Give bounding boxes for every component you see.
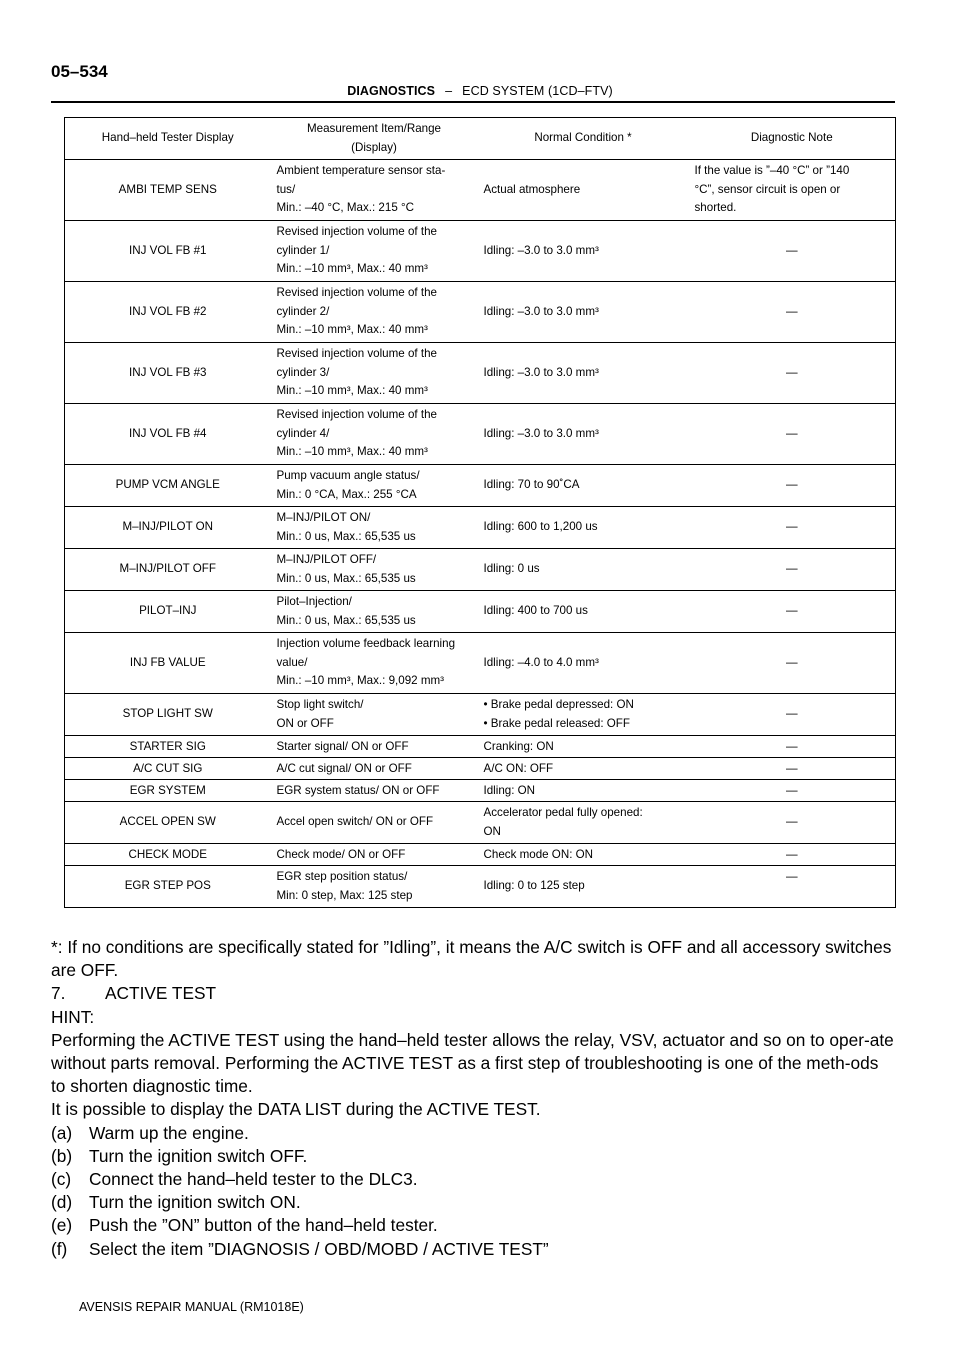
- table-body: [65, 160, 896, 908]
- cell-note: [689, 549, 896, 591]
- cell-item-line: Revised injection volume of the: [276, 347, 437, 361]
- cell-display: EGR STEP POS: [65, 866, 271, 908]
- section-name: DIAGNOSTICS: [347, 84, 436, 98]
- cell-condition: [478, 866, 689, 908]
- cell-item: [271, 343, 478, 404]
- data-list-table: [64, 117, 896, 908]
- table-row: [65, 844, 896, 866]
- cell-item-line: M–INJ/PILOT OFF/: [276, 553, 377, 566]
- table-row: [65, 282, 896, 343]
- cell-note-line: —: [785, 604, 798, 618]
- table-row: [65, 343, 896, 404]
- cell-condition-line: • Brake pedal depressed: ON: [483, 698, 634, 711]
- cell-display: AMBI TEMP SENS: [65, 160, 271, 221]
- cell-note-line: —: [785, 707, 798, 721]
- cell-note: [689, 465, 896, 507]
- cell-condition: [478, 507, 689, 549]
- cell-item: [271, 844, 478, 866]
- cell-display: M–INJ/PILOT ON: [65, 507, 271, 549]
- cell-display: INJ VOL FB #4: [65, 404, 271, 465]
- cell-note-line: shorted.: [694, 201, 737, 215]
- cell-condition-line: • Brake pedal released: OFF: [483, 716, 630, 730]
- substep-text: Turn the ignition switch ON.: [89, 1192, 301, 1213]
- cell-condition-line: Idling: 400 to 700 us: [483, 604, 588, 618]
- cell-condition-line: Idling: ON: [483, 784, 536, 797]
- cell-condition-line: A/C ON: OFF: [483, 762, 554, 775]
- cell-item-line: tus/: [276, 182, 296, 196]
- table-row: [65, 780, 896, 802]
- substep-label: (a): [51, 1122, 73, 1143]
- cell-item: [271, 507, 478, 549]
- cell-item-line: Ambient temperature sensor sta-: [276, 164, 446, 178]
- cell-display: M–INJ/PILOT OFF: [65, 549, 271, 591]
- table-row: [65, 160, 896, 221]
- cell-note-line: —: [785, 426, 798, 440]
- cell-condition: [478, 591, 689, 633]
- substep-text: Connect the hand–held tester to the DLC3.: [89, 1169, 418, 1190]
- cell-condition-line: Idling: 0 us: [483, 562, 540, 576]
- cell-condition-line: Accelerator pedal fully opened:: [483, 806, 643, 819]
- section-header: [0, 84, 960, 98]
- substep-label: (b): [51, 1145, 73, 1166]
- cell-item-line: cylinder 2/: [276, 304, 330, 318]
- cell-item-line: EGR system status/ ON or OFF: [276, 784, 440, 797]
- cell-item-line: Min: 0 step, Max: 125 step: [276, 888, 413, 902]
- cell-display: INJ VOL FB #3: [65, 343, 271, 404]
- cell-note-line: If the value is ”–40 °C” or ”140: [694, 164, 850, 178]
- cell-item: [271, 591, 478, 633]
- hint-label: HINT:: [51, 1006, 95, 1027]
- cell-note-line: —: [785, 815, 798, 829]
- cell-item: [271, 221, 478, 282]
- hint-paragraph-1: Performing the ACTIVE TEST using the hand–held tester allows the relay, VSV, actuator and so on to oper-ate without parts removal. Performing the ACTIVE TEST as a first step of troubleshooting is one of the meth-ods to shorten diagnostic time.: [51, 1029, 894, 1097]
- table-row: [65, 758, 896, 780]
- substep-label: (e): [51, 1215, 73, 1236]
- substep-text: Select the item ”DIAGNOSIS / OBD/MOBD / ACTIVE TEST”: [89, 1238, 549, 1259]
- table-row: [65, 549, 896, 591]
- cell-condition-line: Idling: –4.0 to 4.0 mm³: [483, 655, 599, 669]
- hint-paragraph-2: It is possible to display the DATA LIST during the ACTIVE TEST.: [51, 1099, 541, 1120]
- cell-item-line: Accel open switch/ ON or OFF: [276, 815, 434, 829]
- cell-note-line: —: [785, 784, 798, 797]
- table-row: [65, 802, 896, 844]
- cell-display: PILOT–INJ: [65, 591, 271, 633]
- cell-display: INJ VOL FB #2: [65, 282, 271, 343]
- col-header-item-text: Measurement Item/Range (Display): [306, 122, 442, 154]
- substep-label: (c): [51, 1169, 72, 1190]
- table-row: [65, 866, 896, 908]
- cell-note-line: —: [785, 762, 798, 775]
- cell-condition-line: ON: [483, 824, 501, 838]
- cell-display: PUMP VCM ANGLE: [65, 465, 271, 507]
- cell-note-line: —: [785, 243, 798, 257]
- cell-note: [689, 221, 896, 282]
- substep-item: [51, 1214, 896, 1237]
- cell-note-line: —: [785, 478, 798, 492]
- cell-item-line: Pilot–Injection/: [276, 595, 352, 608]
- header-separator: –: [445, 84, 453, 98]
- cell-item: [271, 802, 478, 844]
- cell-item: [271, 694, 478, 736]
- cell-condition: [478, 549, 689, 591]
- cell-display: CHECK MODE: [65, 844, 271, 866]
- cell-item-line: Min.: –10 mm³, Max.: 40 mm³: [276, 262, 428, 276]
- cell-display: INJ FB VALUE: [65, 633, 271, 694]
- cell-note: [689, 591, 896, 633]
- cell-display: EGR SYSTEM: [65, 780, 271, 802]
- cell-note: [689, 404, 896, 465]
- substep-item: [51, 1145, 896, 1168]
- cell-condition: [478, 282, 689, 343]
- substep-label: (f): [51, 1238, 68, 1259]
- cell-note-line: —: [785, 520, 798, 534]
- cell-condition-line: Check mode ON: ON: [483, 848, 594, 861]
- cell-condition-line: Cranking: ON: [483, 740, 554, 753]
- table-row: [65, 404, 896, 465]
- cell-condition-line: Idling: –3.0 to 3.0 mm³: [483, 304, 599, 318]
- cell-display: A/C CUT SIG: [65, 758, 271, 780]
- col-header-display: Hand–held Tester Display: [65, 118, 271, 160]
- cell-note: [689, 343, 896, 404]
- cell-note-line: °C”, sensor circuit is open or: [694, 182, 841, 196]
- cell-item-line: Stop light switch/: [276, 698, 364, 711]
- cell-item: [271, 866, 478, 908]
- cell-item-line: Min.: –10 mm³, Max.: 40 mm³: [276, 384, 428, 398]
- cell-condition-line: Idling: –3.0 to 3.0 mm³: [483, 426, 599, 440]
- subsection-name: ECD SYSTEM (1CD–FTV): [462, 84, 613, 98]
- cell-note: [689, 802, 896, 844]
- cell-condition: [478, 802, 689, 844]
- cell-condition: [478, 404, 689, 465]
- table-row: [65, 633, 896, 694]
- cell-condition-line: Idling: –3.0 to 3.0 mm³: [483, 243, 599, 257]
- cell-note-line: —: [785, 740, 798, 753]
- cell-item-line: Revised injection volume of the: [276, 408, 437, 422]
- cell-item-line: EGR step position status/: [276, 870, 408, 883]
- cell-item: [271, 404, 478, 465]
- cell-item-line: Min.: 0 us, Max.: 65,535 us: [276, 529, 416, 543]
- cell-note: [689, 844, 896, 866]
- page-number: 05–534: [51, 62, 108, 81]
- substep-text: Warm up the engine.: [89, 1122, 249, 1143]
- cell-item-line: Min.: 0 us, Max.: 65,535 us: [276, 571, 416, 585]
- table-row: [65, 694, 896, 736]
- cell-item-line: cylinder 4/: [276, 426, 330, 440]
- substep-list: [51, 1122, 896, 1261]
- substep-text: Push the ”ON” button of the hand–held tester.: [89, 1215, 438, 1236]
- cell-note: [689, 866, 896, 908]
- cell-item: [271, 549, 478, 591]
- header-rule: [51, 101, 895, 103]
- cell-condition-line: Idling: 70 to 90˚CA: [483, 478, 580, 492]
- cell-note: [689, 282, 896, 343]
- cell-item: [271, 465, 478, 507]
- body-text: [51, 936, 896, 1261]
- cell-item-line: Min.: –40 °C, Max.: 215 °C: [276, 201, 415, 215]
- cell-note-line: —: [785, 304, 798, 318]
- col-header-note: Diagnostic Note: [689, 118, 896, 160]
- cell-condition: [478, 694, 689, 736]
- cell-condition: [478, 780, 689, 802]
- cell-note: [689, 507, 896, 549]
- cell-condition: [478, 633, 689, 694]
- cell-condition: [478, 465, 689, 507]
- cell-item-line: cylinder 1/: [276, 243, 330, 257]
- cell-item: [271, 736, 478, 758]
- substep-text: Turn the ignition switch OFF.: [89, 1145, 308, 1166]
- cell-item: [271, 780, 478, 802]
- cell-item-line: Starter signal/ ON or OFF: [276, 740, 409, 753]
- substep-item: [51, 1168, 896, 1191]
- cell-condition-line: Idling: 600 to 1,200 us: [483, 520, 598, 534]
- cell-note-line: —: [785, 365, 798, 379]
- cell-display: STARTER SIG: [65, 736, 271, 758]
- cell-item-line: Check mode/ ON or OFF: [276, 848, 406, 861]
- cell-condition-line: Actual atmosphere: [483, 182, 581, 196]
- cell-item: [271, 758, 478, 780]
- step-heading: [51, 982, 896, 1005]
- cell-condition: [478, 343, 689, 404]
- substep-item: [51, 1191, 896, 1214]
- col-header-condition: Normal Condition *: [478, 118, 689, 160]
- cell-item-line: cylinder 3/: [276, 365, 330, 379]
- cell-note: [689, 694, 896, 736]
- step-title: ACTIVE TEST: [105, 983, 217, 1004]
- cell-item-line: Pump vacuum angle status/: [276, 469, 420, 482]
- table-row: [65, 221, 896, 282]
- cell-item-line: Min.: 0 us, Max.: 65,535 us: [276, 613, 416, 627]
- cell-note-line: —: [785, 562, 798, 576]
- cell-item: [271, 160, 478, 221]
- step-number: 7.: [51, 983, 66, 1004]
- cell-item-line: Min.: –10 mm³, Max.: 9,092 mm³: [276, 674, 445, 688]
- substep-item: [51, 1122, 896, 1145]
- cell-item-line: A/C cut signal/ ON or OFF: [276, 762, 412, 775]
- table-row: [65, 465, 896, 507]
- cell-item-line: Min.: 0 °CA, Max.: 255 °CA: [276, 487, 417, 501]
- cell-condition: [478, 758, 689, 780]
- cell-note-line: —: [785, 655, 798, 669]
- cell-condition: [478, 160, 689, 221]
- cell-condition-line: Idling: 0 to 125 step: [483, 879, 585, 893]
- cell-item: [271, 633, 478, 694]
- cell-item-line: M–INJ/PILOT ON/: [276, 511, 371, 524]
- cell-item-line: value/: [276, 655, 308, 669]
- table-row: [65, 736, 896, 758]
- cell-note: [689, 780, 896, 802]
- table-row: [65, 591, 896, 633]
- cell-item-line: Revised injection volume of the: [276, 286, 437, 300]
- cell-item-line: ON or OFF: [276, 716, 334, 730]
- table-row: [65, 507, 896, 549]
- substep-label: (d): [51, 1192, 73, 1213]
- cell-note-line: —: [785, 870, 798, 883]
- cell-item: [271, 282, 478, 343]
- cell-note: [689, 633, 896, 694]
- cell-condition-line: Idling: –3.0 to 3.0 mm³: [483, 365, 599, 379]
- cell-condition: [478, 844, 689, 866]
- cell-condition: [478, 221, 689, 282]
- cell-note: [689, 758, 896, 780]
- cell-item-line: Min.: –10 mm³, Max.: 40 mm³: [276, 323, 428, 337]
- cell-item-line: Min.: –10 mm³, Max.: 40 mm³: [276, 445, 428, 459]
- cell-item-line: Revised injection volume of the: [276, 225, 437, 239]
- footnote: *: If no conditions are specifically stated for ”Idling”, it means the A/C switch is OFF and all accessory switches are OFF.: [51, 937, 892, 981]
- cell-note-line: —: [785, 848, 798, 861]
- substep-item: [51, 1238, 896, 1261]
- cell-display: INJ VOL FB #1: [65, 221, 271, 282]
- cell-note: [689, 736, 896, 758]
- cell-display: ACCEL OPEN SW: [65, 802, 271, 844]
- footer-manual: AVENSIS REPAIR MANUAL (RM1018E): [79, 1300, 304, 1314]
- cell-condition: [478, 736, 689, 758]
- cell-note: [689, 160, 896, 221]
- table-header-row: [65, 118, 896, 160]
- col-header-item: [271, 118, 478, 160]
- cell-display: STOP LIGHT SW: [65, 694, 271, 736]
- cell-item-line: Injection volume feedback learning: [276, 637, 456, 651]
